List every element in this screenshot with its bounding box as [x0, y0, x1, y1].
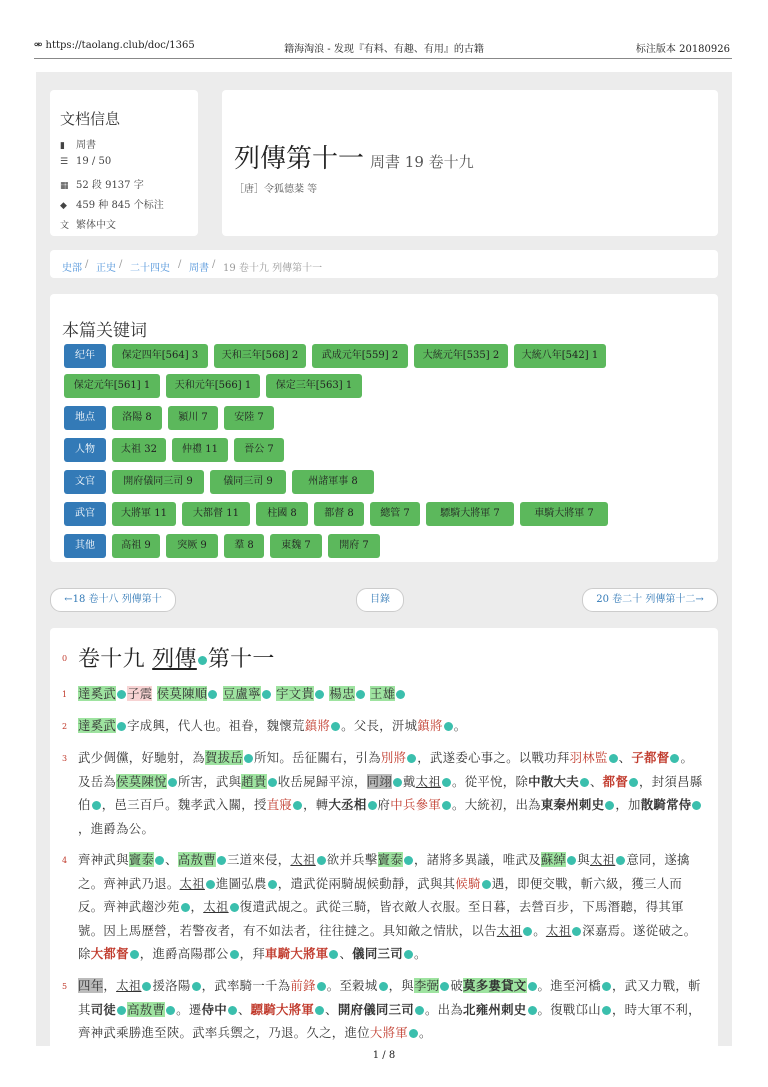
annotation-marker-icon[interactable]	[117, 690, 126, 699]
annotation-marker-icon[interactable]	[567, 856, 576, 865]
keyword-tag[interactable]: 大都督 11	[182, 502, 250, 526]
annotation-marker-icon[interactable]	[407, 754, 416, 763]
annotation-marker-icon[interactable]	[356, 690, 365, 699]
page-url[interactable]: ⚮ https://taolang.club/doc/1365	[34, 40, 195, 51]
annotation-marker-icon[interactable]	[404, 856, 413, 865]
breadcrumb-item[interactable]: 周書	[189, 263, 209, 274]
breadcrumb	[50, 250, 718, 278]
keyword-category-other[interactable]: 其他	[64, 534, 106, 558]
keyword-tag[interactable]: 高祖 9	[112, 534, 160, 558]
print-header	[0, 0, 768, 72]
annotation-marker-icon[interactable]	[482, 880, 491, 889]
keyword-tag[interactable]: 保定四年[564] 3	[112, 344, 208, 368]
breadcrumb-separator: /	[212, 259, 216, 270]
annotation-marker-icon[interactable]	[198, 656, 207, 665]
annotation-marker-icon[interactable]	[206, 880, 215, 889]
tag-icon: ◆	[60, 201, 67, 211]
annotation-marker-icon[interactable]	[616, 856, 625, 865]
grid-icon: ▦	[60, 181, 69, 191]
annotation-marker-icon[interactable]	[409, 1029, 418, 1038]
annotation-marker-icon[interactable]	[117, 722, 126, 731]
translate-icon: 文	[60, 221, 70, 231]
annotation-marker-icon[interactable]	[142, 982, 151, 991]
keyword-category-person[interactable]: 人物	[64, 438, 106, 462]
keyword-tag[interactable]: 天和三年[568] 2	[214, 344, 306, 368]
annotation-marker-icon[interactable]	[155, 856, 164, 865]
annotation-marker-icon[interactable]	[230, 903, 239, 912]
annotation-marker-icon[interactable]	[192, 982, 201, 991]
toc-button[interactable]: 目錄	[356, 588, 404, 612]
keyword-tag[interactable]: 保定三年[563] 1	[266, 374, 362, 398]
keyword-tag[interactable]: 驃騎大將軍 7	[426, 502, 514, 526]
info-book-name: 周書	[76, 140, 96, 151]
paragraph: 達奚武 字成興，代人也。祖眷，魏懷荒鎮將 。父長，汧城鎮將 。	[78, 718, 467, 733]
annotation-marker-icon[interactable]	[166, 1006, 175, 1015]
keywords-heading: 本篇关键词	[62, 321, 147, 341]
annotation-marker-icon[interactable]	[440, 982, 449, 991]
keyword-tag[interactable]: 洛陽 8	[112, 406, 162, 430]
book-icon: ▮	[60, 141, 65, 151]
breadcrumb-current: 19 卷十九 列傳第十一	[223, 263, 323, 274]
annotation-marker-icon[interactable]	[230, 950, 239, 959]
author-line: ［唐］令狐德棻 等	[234, 184, 318, 195]
annotation-marker-icon[interactable]	[396, 690, 405, 699]
line-number: 4	[62, 856, 68, 865]
paragraph: 四年，太祖 援洛陽 ，武率騎一千為前鋒 。至穀城 ，與李弼 破莫多婁貸文 。進至河橋 ，武又力戰，斬其司徒 高敖曹 。遷侍中 、驃騎大將軍 、開府儀同三司 。出為北雍州刺史 。復戰邙山 ，時大軍不利，齊神武乘勝進至陝。武率兵禦之，乃退。久之，進位大將軍 。	[78, 978, 701, 1040]
keyword-category-civil[interactable]: 文官	[64, 470, 106, 494]
line-number: 5	[62, 982, 68, 991]
doc-info-heading: 文档信息	[60, 110, 121, 128]
keyword-tag[interactable]: 車騎大將軍 7	[520, 502, 608, 526]
keyword-tag[interactable]: 開府 7	[328, 534, 380, 558]
info-language: 繁体中文	[76, 220, 116, 231]
page-body	[36, 72, 732, 1046]
annotation-marker-icon[interactable]	[315, 690, 324, 699]
info-row-chapter	[60, 156, 111, 167]
annotation-marker-icon[interactable]	[605, 801, 614, 810]
list-icon: ☰	[60, 157, 69, 167]
annotation-marker-icon[interactable]	[293, 801, 302, 810]
line-number: 0	[62, 654, 68, 663]
keyword-tag[interactable]: 晉公 7	[234, 438, 284, 462]
page-title	[234, 138, 474, 175]
keyword-tag[interactable]: 都督 8	[314, 502, 364, 526]
keyword-tag[interactable]: 儀同三司 9	[210, 470, 286, 494]
keyword-tag[interactable]: 大統八年[542] 1	[514, 344, 606, 368]
annotation-marker-icon[interactable]	[244, 754, 253, 763]
chapter-title: 列傳第十一	[234, 144, 365, 174]
keyword-tag[interactable]: 羣 8	[224, 534, 264, 558]
info-annotations: 459 种 845 个标注	[76, 200, 164, 211]
keyword-tag[interactable]: 仲禮 11	[172, 438, 228, 462]
prev-chapter-button[interactable]: ←18 卷十八 列傳第十	[50, 588, 176, 612]
breadcrumb-item[interactable]: 二十四史	[130, 263, 170, 274]
breadcrumb-separator: /	[85, 259, 89, 270]
keyword-tag[interactable]: 突厥 9	[166, 534, 218, 558]
chapter-subtitle: 周書 19 卷十九	[370, 153, 474, 171]
annotation-marker-icon[interactable]	[609, 754, 618, 763]
annotation-marker-icon[interactable]	[442, 801, 451, 810]
annotation-marker-icon[interactable]	[268, 880, 277, 889]
annotation-marker-icon[interactable]	[181, 903, 190, 912]
annotation-marker-icon[interactable]	[523, 927, 532, 936]
annotation-marker-icon[interactable]	[92, 801, 101, 810]
next-chapter-button[interactable]: 20 卷二十 列傳第十二→	[582, 588, 718, 612]
paragraph: 武少倜儻，好馳射，為賀拔岳 所知。岳征關右，引為別將 ，武遂委心事之。以戰功拜羽林監 、子都督 。及岳為侯莫陳悅 所害，武與趙貴 收岳屍歸平涼，同翊 戴太祖 。從平悅，除中散大夫 、都督 ，封須昌縣伯 ，邑三百戶。魏孝武入關，授直寢 ，轉大丞相 府中兵參軍 。大統初，出為東秦州刺史 ，加散騎常侍，進爵為公。	[78, 750, 703, 836]
annotation-marker-icon[interactable]	[602, 982, 611, 991]
annotation-marker-icon[interactable]	[208, 690, 217, 699]
info-row-lang	[60, 216, 116, 231]
info-row-stats	[60, 176, 144, 191]
line-number: 1	[62, 690, 68, 699]
annotation-marker-icon[interactable]	[130, 950, 139, 959]
keyword-tag[interactable]: 保定元年[561] 1	[64, 374, 160, 398]
annotation-marker-icon[interactable]	[268, 778, 277, 787]
breadcrumb-item[interactable]: 史部	[62, 263, 82, 274]
annotation-marker-icon[interactable]	[379, 982, 388, 991]
page-counter: 1 / 8	[372, 1050, 396, 1061]
keyword-tag[interactable]: 大統元年[535] 2	[414, 344, 508, 368]
keyword-tag[interactable]: 大將軍 11	[112, 502, 176, 526]
annotation-marker-icon[interactable]	[317, 856, 326, 865]
line-number: 3	[62, 754, 68, 763]
keyword-tag[interactable]: 安陸 7	[224, 406, 274, 430]
annotation-marker-icon[interactable]	[629, 778, 638, 787]
info-row-tags	[60, 196, 164, 211]
annotation-marker-icon[interactable]	[670, 754, 679, 763]
keyword-tag[interactable]: 開府儀同三司 9	[112, 470, 204, 494]
keyword-tag[interactable]: 州諸軍事 8	[292, 470, 374, 494]
annotation-marker-icon[interactable]	[317, 982, 326, 991]
annotation-marker-icon[interactable]	[168, 778, 177, 787]
paragraph: 達奚武 子震 侯莫陳順 豆盧寧 宇文貴 楊忠 王雄	[78, 682, 704, 706]
chapter-text	[50, 628, 718, 1046]
annotation-marker-icon[interactable]	[368, 801, 377, 810]
annotation-marker-icon[interactable]	[315, 1006, 324, 1015]
keyword-tag[interactable]: 總管 7	[370, 502, 420, 526]
annotation-marker-icon[interactable]	[117, 1006, 126, 1015]
keyword-tag[interactable]: 柱國 8	[256, 502, 308, 526]
keyword-tag[interactable]: 東魏 7	[270, 534, 322, 558]
annotation-marker-icon[interactable]	[442, 778, 451, 787]
annotation-marker-icon[interactable]	[528, 1006, 537, 1015]
keyword-category-military[interactable]: 武官	[64, 502, 106, 526]
annotation-marker-icon[interactable]	[217, 856, 226, 865]
keyword-tag[interactable]: 太祖 32	[112, 438, 166, 462]
breadcrumb-separator: /	[119, 259, 123, 270]
annotation-marker-icon[interactable]	[580, 778, 589, 787]
info-stats: 52 段 9137 字	[76, 180, 144, 191]
annotation-marker-icon[interactable]	[331, 722, 340, 731]
annotation-marker-icon[interactable]	[572, 927, 581, 936]
header-divider	[34, 58, 732, 59]
info-chapter-index: 19 / 50	[76, 156, 112, 167]
keyword-tag[interactable]: 天和元年[566] 1	[166, 374, 260, 398]
keywords-card	[50, 294, 718, 562]
breadcrumb-separator: /	[178, 259, 182, 270]
chapter-heading: 卷十九 列傳 第十一	[78, 647, 275, 672]
annotation-marker-icon[interactable]	[692, 801, 701, 810]
breadcrumb-item[interactable]: 正史	[96, 263, 116, 274]
annotation-marker-icon[interactable]	[415, 1006, 424, 1015]
annotation-marker-icon[interactable]	[602, 1006, 611, 1015]
title-card	[222, 90, 718, 236]
annotation-marker-icon[interactable]	[262, 690, 271, 699]
annotation-marker-icon[interactable]	[528, 982, 537, 991]
doc-info-card	[50, 90, 198, 236]
annotation-marker-icon[interactable]	[329, 950, 338, 959]
site-title: 籍海淘浪 - 发现『有料、有趣、有用』的古籍	[284, 44, 484, 55]
keyword-category-era[interactable]: 纪年	[64, 344, 106, 368]
annotation-marker-icon[interactable]	[444, 722, 453, 731]
keyword-tag[interactable]: 潁川 7	[168, 406, 218, 430]
info-row-book	[60, 136, 96, 151]
annotation-marker-icon[interactable]	[393, 778, 402, 787]
paragraph: 齊神武與竇泰 、高敖曹 三道來侵，太祖 欲并兵擊竇泰 ，諸將多異議，唯武及蘇綽 與太祖 意同，遂擒之。齊神武乃退。太祖 進圖弘農 ，遣武從兩騎覘候動靜，武與其候騎 遇，即便交戰，斬六級，獲三人而反。齊神武趨沙苑 ，太祖 復遣武覘之。武從三騎，皆衣敵人衣服。至日暮，去營百步，下馬潛聽，得其軍號。因上馬歷營，若警夜者，有不如法者，往往撻之。具知敵之情狀，以告太祖 。太祖 深嘉焉。遂從破之。除大都督 ，進爵高陽郡公 ，拜車騎大將軍 、儀同三司 。	[78, 852, 697, 961]
annotation-marker-icon[interactable]	[404, 950, 413, 959]
keyword-category-place[interactable]: 地点	[64, 406, 106, 430]
annotation-marker-icon[interactable]	[228, 1006, 237, 1015]
line-number: 2	[62, 722, 68, 731]
keyword-tag[interactable]: 武成元年[559] 2	[312, 344, 408, 368]
version-label: 标注版本 20180926	[635, 44, 730, 55]
